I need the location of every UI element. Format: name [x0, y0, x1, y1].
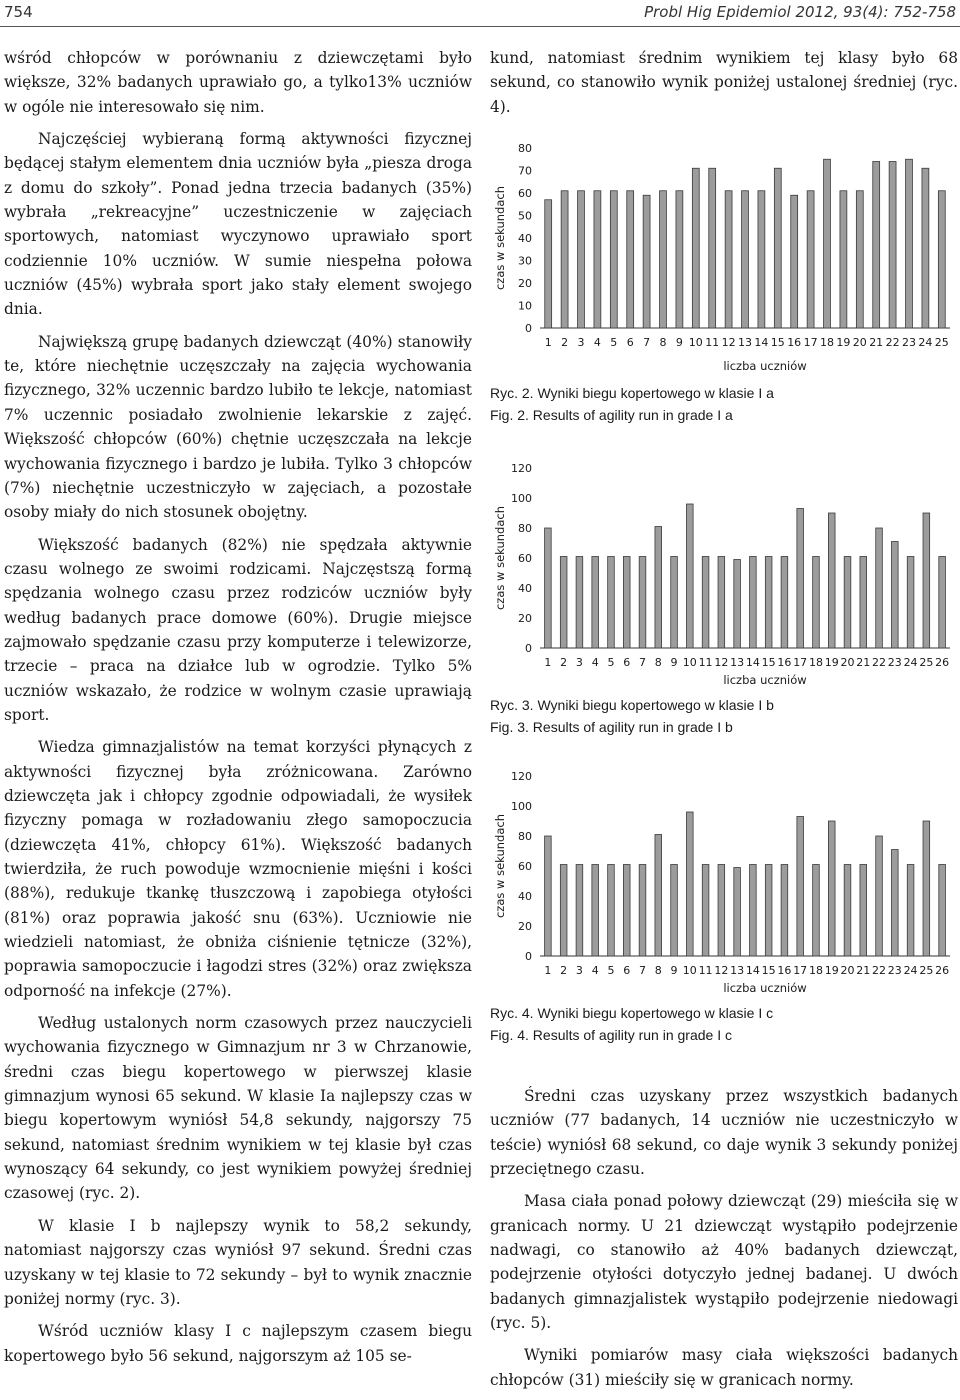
bar [922, 168, 929, 328]
x-tick-label: 11 [705, 336, 720, 349]
figure-caption-pl: Ryc. 4. Wyniki biegu kopertowego w klasie I c [490, 1005, 774, 1021]
y-tick-label: 40 [518, 890, 532, 903]
bar [824, 159, 831, 328]
body-paragraph: W klasie I b najlepszy wynik to 58,2 sekundy, natomiast najgorszy czas wyniósł 97 sekund. Średni czas uzyskany w tej klasie to 72 sekundy – był to wynik znacznie poniżej normy (ryc. 3). [4, 1216, 472, 1308]
x-tick-label: 23 [887, 964, 902, 977]
bar [545, 200, 552, 328]
figure-2 [490, 132, 958, 426]
x-axis-title: liczba uczniów [723, 359, 807, 373]
bar [692, 168, 699, 328]
x-tick-label: 19 [824, 964, 839, 977]
y-tick-label: 100 [511, 800, 532, 813]
y-axis-title: czas w sekundach [493, 505, 507, 611]
bar [643, 195, 650, 328]
figure-caption-pl: Ryc. 2. Wyniki biegu kopertowego w klasie I a [490, 385, 774, 401]
page-number: 754 [4, 3, 33, 21]
x-tick-label: 16 [777, 656, 792, 669]
x-tick-label: 10 [682, 656, 697, 669]
x-tick-label: 24 [918, 336, 933, 349]
x-tick-label: 3 [575, 656, 583, 669]
bar [774, 168, 781, 328]
bar [765, 865, 772, 957]
x-tick-label: 14 [754, 336, 769, 349]
bar [797, 817, 804, 957]
x-tick-label: 25 [934, 336, 949, 349]
bar [828, 821, 835, 956]
x-tick-label: 7 [639, 964, 646, 977]
x-tick-label: 8 [654, 656, 662, 669]
bar [718, 557, 725, 649]
x-tick-label: 2 [560, 964, 568, 977]
x-tick-label: 16 [787, 336, 802, 349]
bar [709, 168, 716, 328]
bar [939, 865, 946, 957]
x-tick-label: 5 [607, 656, 615, 669]
bar [639, 865, 646, 957]
x-tick-label: 23 [887, 656, 902, 669]
x-tick-label: 21 [869, 336, 884, 349]
bar [844, 557, 851, 649]
page-header [0, 0, 960, 27]
y-axis-title: czas w sekundach [493, 813, 507, 919]
y-tick-label: 80 [518, 522, 532, 535]
bar [718, 865, 725, 957]
bar [813, 865, 820, 957]
bar [860, 557, 867, 649]
x-tick-label: 10 [682, 964, 697, 977]
bar-chart-grade-1c [490, 760, 958, 1002]
bar [742, 191, 749, 328]
right-column-bottom [490, 1084, 958, 1400]
x-tick-label: 9 [670, 964, 678, 977]
bar [686, 812, 693, 956]
x-tick-label: 24 [903, 656, 918, 669]
body-paragraph: Wyniki pomiarów masy ciała większości badanych chłopców (31) mieściły się w granicach normy. [490, 1346, 958, 1389]
bar [844, 865, 851, 957]
bar [671, 557, 678, 649]
bar [608, 865, 615, 957]
figure-caption-en: Fig. 3. Results of agility run in grade I b [490, 719, 733, 735]
x-tick-label: 9 [675, 336, 683, 349]
bar [594, 191, 601, 328]
x-tick-label: 24 [903, 964, 918, 977]
bar [676, 191, 683, 328]
body-paragraph: Większość badanych (82%) nie spędzała aktywnie czasu wolnego ze swoimi rodzicami. Najczęstszą formą spędzania wolnego czasu przez rodziców uczniów były według badanych prace domowe (60%). Drugie miejsce zajmowało spędzanie czasu przy komputerze i telewizorze, trzecie – praca na działce lub w ogrodzie. Tylko 5% uczniów wskazało, że rodzice w wolnym czasie uprawiają sport. [4, 535, 472, 724]
x-tick-label: 1 [544, 964, 552, 977]
bar [781, 865, 788, 957]
bar [702, 557, 709, 649]
x-tick-label: 15 [761, 964, 776, 977]
x-tick-label: 12 [714, 964, 729, 977]
bar-chart-grade-1b [490, 452, 958, 694]
x-tick-label: 5 [607, 964, 615, 977]
x-tick-label: 13 [730, 964, 745, 977]
y-tick-label: 120 [511, 462, 532, 475]
x-tick-label: 18 [820, 336, 834, 349]
bar [734, 560, 741, 649]
figure-caption-en: Fig. 2. Results of agility run in grade I a [490, 407, 733, 423]
bar [860, 865, 867, 957]
x-tick-label: 11 [698, 656, 713, 669]
body-paragraph: Najczęściej wybieraną formą aktywności fizycznej będącej stałym elementem dnia uczniów była „piesza droga z domu do szkoły”. Ponad jedna trzecia badanych (35%) wybrała „rekreacyjne” uczestniczenie w zajęciach sportowych, natomiast wyczynowo uprawiało sport codziennie 10% uczniów. W sumie niespełna połowa uczniów (45%) wybrała sport jako stały element swojego dnia. [4, 130, 472, 319]
x-tick-label: 3 [577, 336, 585, 349]
x-tick-label: 18 [808, 656, 823, 669]
x-tick-label: 15 [761, 656, 776, 669]
figure-3 [490, 452, 958, 738]
x-tick-label: 8 [654, 964, 662, 977]
y-tick-label: 0 [525, 322, 532, 335]
x-tick-label: 19 [836, 336, 851, 349]
bar [627, 191, 634, 328]
x-tick-label: 4 [591, 656, 599, 669]
x-tick-label: 6 [626, 336, 634, 349]
bar [725, 191, 732, 328]
y-tick-label: 40 [518, 582, 532, 595]
bar [856, 191, 863, 328]
bar [639, 557, 646, 649]
bar [813, 557, 820, 649]
bar [578, 191, 585, 328]
y-tick-label: 20 [518, 277, 532, 290]
bar [610, 191, 617, 328]
x-tick-label: 3 [575, 964, 583, 977]
bar [889, 162, 896, 329]
y-tick-label: 20 [518, 612, 532, 625]
x-tick-label: 5 [610, 336, 618, 349]
x-tick-label: 8 [659, 336, 667, 349]
bar [734, 868, 741, 957]
y-axis-title: czas w sekundach [493, 185, 507, 291]
x-tick-label: 22 [872, 964, 887, 977]
body-paragraph: kund, natomiast średnim wynikiem tej klasy było 68 sekund, co stanowiło wynik poniżej ustalonej średniej (ryc. 4). [490, 49, 958, 116]
bar [702, 865, 709, 957]
bar [592, 557, 599, 649]
x-tick-label: 26 [935, 656, 950, 669]
x-tick-label: 12 [721, 336, 736, 349]
x-tick-label: 1 [544, 656, 552, 669]
bar [907, 557, 914, 649]
x-tick-label: 25 [919, 656, 934, 669]
x-tick-label: 18 [808, 964, 823, 977]
y-tick-label: 120 [511, 770, 532, 783]
bar [758, 191, 765, 328]
y-tick-label: 30 [518, 254, 532, 268]
y-tick-label: 60 [518, 860, 532, 873]
x-tick-label: 12 [714, 656, 729, 669]
figure-caption-en: Fig. 4. Results of agility run in grade I c [490, 1027, 732, 1043]
bar [765, 557, 772, 649]
x-tick-label: 20 [852, 336, 867, 349]
body-paragraph: Według ustalonych norm czasowych przez nauczycieli wychowania fizycznego w Gimnazjum nr 3 w Chrzanowie, średni czas biegu kopertowego w pierwszej klasie gimnazjum wynosi 65 sekund. W klasie Ia najlepszy czas w biegu kopertowym wyniósł 54,8 sekundy, najgorszy 75 sekund, natomiast średnim wynikiem w tej klasie był czas wynoszący 64 sekundy, co jest wynikiem powyżej średniej czasowej (ryc. 2). [4, 1014, 472, 1203]
journal-reference: Probl Hig Epidemiol 2012, 93(4): 752-758 [644, 3, 956, 21]
bar [939, 557, 946, 649]
bar [750, 557, 757, 649]
x-tick-label: 10 [688, 336, 703, 349]
x-tick-label: 19 [824, 656, 839, 669]
bar [750, 865, 757, 957]
x-tick-label: 7 [639, 656, 646, 669]
left-column [4, 46, 472, 1376]
y-tick-label: 20 [518, 920, 532, 933]
y-tick-label: 70 [518, 164, 532, 178]
x-tick-label: 4 [591, 964, 599, 977]
bar [791, 195, 798, 328]
bar [561, 191, 568, 328]
x-tick-label: 2 [560, 656, 568, 669]
y-tick-label: 60 [518, 187, 532, 200]
bar [660, 191, 667, 328]
bar [781, 557, 788, 649]
y-tick-label: 0 [525, 950, 532, 963]
bar [560, 865, 567, 957]
x-tick-label: 6 [623, 656, 631, 669]
bar [797, 509, 804, 649]
figure-caption-pl: Ryc. 3. Wyniki biegu kopertowego w klasie I b [490, 697, 774, 713]
bar [545, 836, 552, 956]
bar [671, 865, 678, 957]
bar-chart-grade-1a [490, 132, 958, 382]
x-tick-label: 13 [730, 656, 745, 669]
bar [923, 513, 930, 648]
bar [876, 836, 883, 956]
x-tick-label: 1 [544, 336, 552, 349]
bar [876, 528, 883, 648]
x-tick-label: 9 [670, 656, 678, 669]
x-tick-label: 14 [745, 964, 760, 977]
bar [873, 162, 880, 329]
x-tick-label: 11 [698, 964, 713, 977]
x-tick-label: 25 [919, 964, 934, 977]
x-tick-label: 17 [803, 336, 818, 349]
x-tick-label: 21 [856, 656, 871, 669]
bar [576, 865, 583, 957]
x-tick-label: 17 [793, 656, 808, 669]
bar [576, 557, 583, 649]
body-paragraph: Wśród uczniów klasy I c najlepszym czasem biegu kopertowego było 56 sekund, najgorszym aż 105 se- [4, 1322, 472, 1365]
bar [807, 191, 814, 328]
x-tick-label: 7 [643, 336, 651, 349]
x-tick-label: 20 [840, 964, 855, 977]
x-tick-label: 21 [856, 964, 871, 977]
x-axis-title: liczba uczniów [723, 981, 807, 995]
bar [891, 850, 898, 957]
y-tick-label: 50 [518, 209, 532, 223]
bar [655, 835, 662, 957]
bar [828, 513, 835, 648]
y-tick-label: 10 [518, 299, 532, 313]
x-tick-label: 20 [840, 656, 855, 669]
figure-4 [490, 760, 958, 1046]
x-axis-title: liczba uczniów [723, 673, 807, 687]
bar [545, 528, 552, 648]
bar [907, 865, 914, 957]
x-tick-label: 6 [623, 964, 631, 977]
bar [923, 821, 930, 956]
body-paragraph: Średni czas uzyskany przez wszystkich badanych uczniów (77 badanych, 14 uczniów nie uczestniczyło w teście) wyniósł 68 sekund, co daje wynik 3 sekundy poniżej przeciętnego czasu. [490, 1087, 958, 1179]
body-paragraph: Wiedza gimnazjalistów na temat korzyści płynących z aktywności fizycznej była zróżnicowana. Zarówno dziewczęta jak i chłopcy zgodnie odpowiadali, że wysiłek fizyczny pomaga w rozładowaniu złego samopoczucia (dziewczęta 41%, chłopcy 61%). Większość badanych twierdziła, że ruch powoduje wzmocnienie mięśni i kości (88%), redukuje tkankę tłuszczową i zapobiega otyłości (81%) oraz poprawia jakość snu (63%). Uczniowie nie wiedzieli natomiast, że obniża ciśnienie tętnicze (32%), poprawia samopoczucie i łagodzi stres (32%) oraz zwiększa odporność na infekcje (27%). [4, 738, 472, 1000]
x-tick-label: 22 [872, 656, 887, 669]
y-tick-label: 80 [518, 142, 532, 155]
x-tick-label: 26 [935, 964, 950, 977]
y-tick-label: 80 [518, 830, 532, 843]
x-tick-label: 14 [745, 656, 760, 669]
x-tick-label: 17 [793, 964, 808, 977]
bar [623, 557, 630, 649]
body-paragraph: wśród chłopców w porównaniu z dziewczętami było większe, 32% badanych uprawiało go, a tylko13% uczniów w ogóle nie interesowało się nim. [4, 49, 472, 116]
x-tick-label: 2 [561, 336, 569, 349]
bar [906, 159, 913, 328]
bar [560, 557, 567, 649]
bar [938, 191, 945, 328]
x-tick-label: 16 [777, 964, 792, 977]
x-tick-label: 22 [885, 336, 900, 349]
bar [608, 557, 615, 649]
bar [686, 504, 693, 648]
bar [592, 865, 599, 957]
y-tick-label: 0 [525, 642, 532, 655]
body-paragraph: Masa ciała ponad połowy dziewcząt (29) mieściła się w granicach normy. U 21 dziewcząt wystąpiło podejrzenie nadwagi, co stanowiło aż 40% badanych dziewcząt, podejrzenie otyłości dotyczyło jednej badanej. U dwóch badanych gimnazjalistek wystąpiło podejrzenie niedowagi (ryc. 5). [490, 1192, 958, 1333]
bar [623, 865, 630, 957]
x-tick-label: 23 [902, 336, 916, 349]
bar [655, 527, 662, 649]
bar [891, 542, 898, 649]
body-paragraph: Największą grupę badanych dziewcząt (40%) stanowiły te, które niechętnie uczęszczały na zajęcia wychowania fizycznego, 32% uczennic bardzo lubiło te lekcje, natomiast 7% uczennic posiadało zwolnienie lekarskie z zajęć. Większość chłopców (60%) chętnie uczęszczała na lekcje wychowania fizycznego i bardzo je lubiła. Tylko 3 chłopców (7%) niechętnie uczestniczyło w zajęciach, a pozostałe osoby miały do nich stosunek obojętny. [4, 332, 472, 522]
bar [840, 191, 847, 328]
x-tick-label: 13 [738, 336, 752, 349]
right-column-top [490, 46, 958, 127]
y-tick-label: 100 [511, 492, 532, 505]
y-tick-label: 40 [518, 232, 532, 245]
y-tick-label: 60 [518, 552, 532, 565]
x-tick-label: 4 [593, 336, 601, 349]
x-tick-label: 15 [770, 336, 785, 349]
